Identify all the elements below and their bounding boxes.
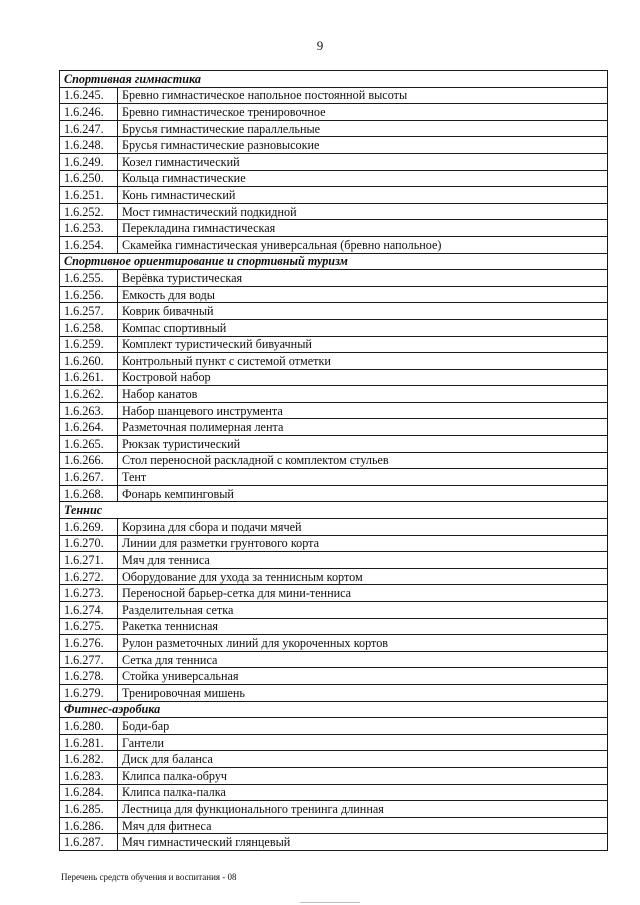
table-row [60,602,608,619]
item-number: 1.6.274. [60,602,118,619]
table-row [60,535,608,552]
item-number: 1.6.252. [60,203,118,220]
table-row [60,452,608,469]
table-row [60,718,608,735]
item-name: Мост гимнастический подкидной [118,203,608,220]
table-row [60,751,608,768]
item-number: 1.6.282. [60,751,118,768]
item-number: 1.6.267. [60,469,118,486]
table-row [60,203,608,220]
section-title: Спортивное ориентирование и спортивный туризм [60,253,608,270]
item-number: 1.6.284. [60,784,118,801]
table-row [60,485,608,502]
item-number: 1.6.263. [60,402,118,419]
item-number: 1.6.279. [60,684,118,701]
item-number: 1.6.250. [60,170,118,187]
item-name: Рюкзак туристический [118,436,608,453]
section-header-row [60,701,608,718]
table-row [60,817,608,834]
item-number: 1.6.258. [60,319,118,336]
item-number: 1.6.264. [60,419,118,436]
table-row [60,270,608,287]
item-name: Гантели [118,734,608,751]
item-name: Скамейка гимнастическая универсальная (бревно напольное) [118,236,608,253]
item-name: Козел гимнастический [118,153,608,170]
scan-artifact-line [300,902,360,903]
item-name: Бревно гимнастическое тренировочное [118,104,608,121]
table-row [60,469,608,486]
item-name: Корзина для сбора и подачи мячей [118,519,608,536]
item-name: Диск для баланса [118,751,608,768]
table-row [60,402,608,419]
table-row [60,319,608,336]
item-number: 1.6.285. [60,801,118,818]
table-row [60,303,608,320]
item-number: 1.6.286. [60,817,118,834]
item-name: Разметочная полимерная лента [118,419,608,436]
item-name: Мяч для фитнеса [118,817,608,834]
item-name: Лестница для функционального тренинга длинная [118,801,608,818]
table-row [60,684,608,701]
item-number: 1.6.262. [60,386,118,403]
item-number: 1.6.256. [60,286,118,303]
table-row [60,170,608,187]
item-number: 1.6.247. [60,120,118,137]
item-number: 1.6.265. [60,436,118,453]
item-name: Конь гимнастический [118,187,608,204]
item-name: Оборудование для ухода за теннисным кортом [118,568,608,585]
table-row [60,784,608,801]
item-name: Компас спортивный [118,319,608,336]
item-name: Разделительная сетка [118,602,608,619]
item-name: Фонарь кемпинговый [118,485,608,502]
item-name: Костровой набор [118,369,608,386]
section-title: Фитнес-аэробика [60,701,608,718]
item-name: Мяч для тенниса [118,552,608,569]
item-number: 1.6.259. [60,336,118,353]
equipment-table [59,70,608,851]
table-row [60,286,608,303]
item-number: 1.6.261. [60,369,118,386]
item-name: Брусья гимнастические разновысокие [118,137,608,154]
item-name: Стол переносной раскладной с комплектом стульев [118,452,608,469]
item-number: 1.6.276. [60,635,118,652]
item-number: 1.6.248. [60,137,118,154]
item-name: Переносной барьер-сетка для мини-тенниса [118,585,608,602]
item-name: Стойка универсальная [118,668,608,685]
item-number: 1.6.268. [60,485,118,502]
item-name: Набор канатов [118,386,608,403]
item-name: Клипса палка-палка [118,784,608,801]
item-name: Емкость для воды [118,286,608,303]
item-number: 1.6.280. [60,718,118,735]
table-row [60,353,608,370]
table-row [60,651,608,668]
item-number: 1.6.271. [60,552,118,569]
item-name: Тент [118,469,608,486]
item-name: Ракетка теннисная [118,618,608,635]
table-row [60,419,608,436]
table-row [60,120,608,137]
item-name: Брусья гимнастические параллельные [118,120,608,137]
section-title: Спортивная гимнастика [60,71,608,88]
table-row [60,87,608,104]
item-name: Рулон разметочных линий для укороченных кортов [118,635,608,652]
item-number: 1.6.273. [60,585,118,602]
item-number: 1.6.275. [60,618,118,635]
item-name: Контрольный пункт с системой отметки [118,353,608,370]
table-row [60,552,608,569]
table-row [60,386,608,403]
item-number: 1.6.253. [60,220,118,237]
item-number: 1.6.254. [60,236,118,253]
section-header-row [60,253,608,270]
table-row [60,834,608,851]
table-row [60,734,608,751]
item-name: Клипса палка-обруч [118,767,608,784]
item-number: 1.6.281. [60,734,118,751]
item-name: Боди-бар [118,718,608,735]
item-name: Перекладина гимнастическая [118,220,608,237]
item-name: Кольца гимнастические [118,170,608,187]
item-name: Набор шанцевого инструмента [118,402,608,419]
item-number: 1.6.245. [60,87,118,104]
item-name: Коврик бивачный [118,303,608,320]
page-footer: Перечень средств обучения и воспитания - 08 [61,872,237,882]
item-number: 1.6.269. [60,519,118,536]
table-row [60,153,608,170]
table-row [60,137,608,154]
item-number: 1.6.270. [60,535,118,552]
item-name: Верёвка туристическая [118,270,608,287]
section-title: Теннис [60,502,608,519]
table-row [60,585,608,602]
table-row [60,104,608,121]
item-number: 1.6.260. [60,353,118,370]
table-body [60,71,608,851]
item-number: 1.6.278. [60,668,118,685]
item-number: 1.6.287. [60,834,118,851]
item-number: 1.6.251. [60,187,118,204]
page-number: 9 [316,38,324,53]
table-row [60,568,608,585]
table-row [60,668,608,685]
item-name: Сетка для тенниса [118,651,608,668]
item-number: 1.6.249. [60,153,118,170]
section-header-row [60,502,608,519]
table-row [60,236,608,253]
item-number: 1.6.266. [60,452,118,469]
table-row [60,618,608,635]
item-number: 1.6.255. [60,270,118,287]
table-row [60,187,608,204]
item-name: Линии для разметки грунтового корта [118,535,608,552]
item-number: 1.6.277. [60,651,118,668]
item-number: 1.6.246. [60,104,118,121]
item-number: 1.6.257. [60,303,118,320]
table-row [60,369,608,386]
item-name: Комплект туристический бивуачный [118,336,608,353]
item-number: 1.6.272. [60,568,118,585]
table-row [60,801,608,818]
table-row [60,519,608,536]
item-name: Мяч гимнастический глянцевый [118,834,608,851]
table-row [60,220,608,237]
item-number: 1.6.283. [60,767,118,784]
section-header-row [60,71,608,88]
table-row [60,336,608,353]
table-row [60,635,608,652]
table-row [60,436,608,453]
table-row [60,767,608,784]
item-name: Бревно гимнастическое напольное постоянной высоты [118,87,608,104]
item-name: Тренировочная мишень [118,684,608,701]
